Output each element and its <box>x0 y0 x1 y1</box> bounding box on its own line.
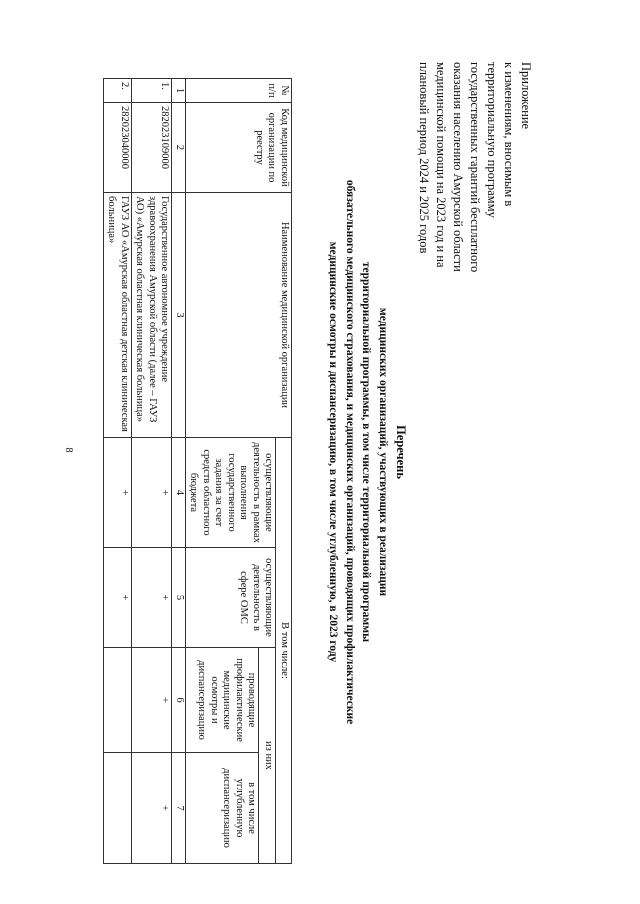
title-line: медицинских организаций, участвующих в реализации <box>377 307 389 597</box>
table-row <box>132 79 173 864</box>
document-title <box>325 0 408 904</box>
column-number: 2 <box>172 103 186 193</box>
page-number: 8 <box>63 447 74 453</box>
title-line: обязательного медицинского страхования, и медицинских организаций, проводящих профилактические <box>344 179 356 725</box>
row-oms: + <box>104 548 132 648</box>
column-number: 3 <box>172 193 186 438</box>
row-deep: + <box>132 753 173 864</box>
header-budget: осуществляющие деятельность в рамках выполнения государственного задания за счет средств областного бюджета <box>186 438 277 548</box>
column-number: 5 <box>172 548 186 648</box>
title-line: территориальной программы, в том числе территориальной программы <box>360 261 373 643</box>
row-name: Государственное автономное учреждение здравоохранения Амурской области (далее – ГАУЗ АО) «Амурская областная клиническая больница» <box>132 193 173 438</box>
row-deep <box>104 753 132 864</box>
appendix-line: медицинской помощи на 2023 год и на <box>434 62 448 268</box>
title-line: медицинские осмотры и диспансеризацию, в том числе углубленную, в 2023 году <box>327 241 340 663</box>
appendix-line: Приложение <box>519 62 533 130</box>
column-number: 4 <box>172 438 186 548</box>
header-deep: в том числе углубленную диспансеризацию <box>186 753 259 864</box>
row-prof <box>104 648 132 753</box>
appendix-line: плановый период 2024 и 2025 годов <box>417 62 431 254</box>
appendix-line: государственных гарантий бесплатного <box>468 62 482 273</box>
row-num: 1. <box>132 79 173 103</box>
organizations-table <box>103 78 292 864</box>
header-of-them: из них <box>259 648 276 864</box>
row-code: 282023109000 <box>132 103 173 193</box>
appendix-line: территориальную программу <box>485 62 499 218</box>
header-code: Код медицинской организации по реестру <box>186 103 292 193</box>
appendix-block <box>415 62 534 402</box>
row-oms: + <box>132 548 173 648</box>
table-row <box>104 79 132 864</box>
header-including: В том числе: <box>276 438 292 864</box>
column-numbers-row <box>172 79 186 864</box>
table-header-row <box>276 79 292 864</box>
header-prof: проводящие профилактические медицинские осмотры и диспансеризацию <box>186 648 259 753</box>
row-prof: + <box>132 648 173 753</box>
appendix-line: к изменениям, вносимым в <box>502 62 516 207</box>
column-number: 6 <box>172 648 186 753</box>
row-budget: + <box>104 438 132 548</box>
row-num: 2. <box>104 79 132 103</box>
row-code: 282023040000 <box>104 103 132 193</box>
title-heading: Перечень <box>394 425 408 479</box>
header-name: Наименование медицинской организации <box>186 193 292 438</box>
column-number: 1 <box>172 79 186 103</box>
row-budget: + <box>132 438 173 548</box>
column-number: 7 <box>172 753 186 864</box>
header-num: № п/п <box>186 79 292 103</box>
row-name: ГАУЗ АО «Амурская областная детская клиническая больница» <box>104 193 132 438</box>
header-oms: осуществляющие деятельность в сфере ОМС <box>186 548 277 648</box>
appendix-line: оказания населению Амурской области <box>451 62 465 272</box>
